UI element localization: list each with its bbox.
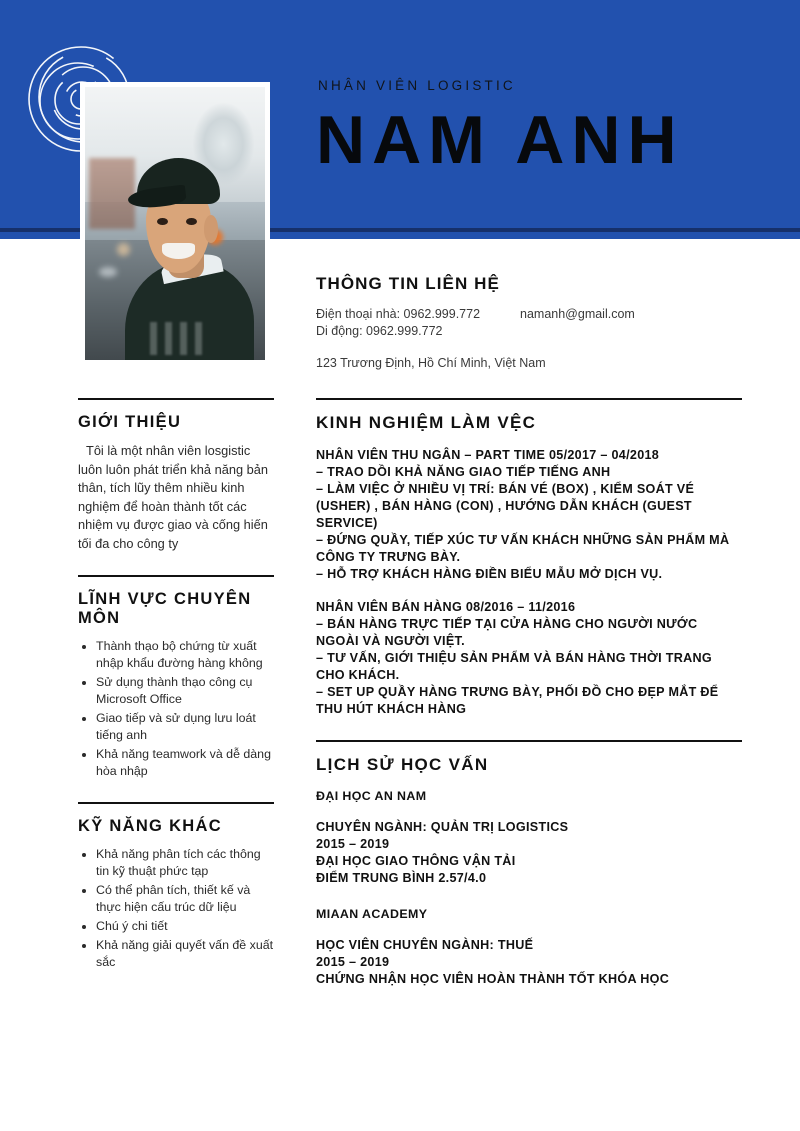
photo-ear bbox=[204, 215, 218, 242]
photo-eye bbox=[186, 218, 197, 225]
contact-email[interactable]: namanh@gmail.com bbox=[520, 307, 635, 321]
right-column bbox=[316, 398, 742, 1010]
experience-entry bbox=[316, 447, 742, 583]
section-divider bbox=[78, 575, 274, 577]
education-detail: HỌC VIÊN CHUYÊN NGÀNH: THUẾ bbox=[316, 938, 534, 952]
profile-photo bbox=[85, 87, 265, 360]
section-divider bbox=[78, 398, 274, 400]
intro-heading: GIỚI THIỆU bbox=[78, 413, 182, 431]
list-item: • Sử dụng thành thạo công cụ Microsoft Office bbox=[96, 674, 274, 708]
photo-smile bbox=[162, 243, 194, 259]
list-item: • Chú ý chi tiết bbox=[96, 918, 274, 935]
experience-detail: – TƯ VẤN, GIỚI THIỆU SẢN PHẨM VÀ BÁN HÀNG THỜI TRANG CHO KHÁCH. bbox=[316, 651, 712, 682]
contact-phone-row bbox=[316, 306, 746, 323]
expertise-heading: LĨNH VỰC CHUYÊN MÔN bbox=[78, 590, 252, 627]
contact-address: 123 Trương Định, Hồ Chí Minh, Việt Nam bbox=[316, 356, 546, 370]
experience-job-title: NHÂN VIÊN THU NGÂN – PART TIME 05/2017 – 04/2018 bbox=[316, 448, 660, 462]
other-skills-heading: KỸ NĂNG KHÁC bbox=[78, 817, 222, 835]
contact-home-phone: Điện thoại nhà: 0962.999.772 bbox=[316, 307, 481, 321]
list-item: • Khả năng phân tích các thông tin kỹ thuật phức tạp bbox=[96, 846, 274, 880]
education-detail: 2015 – 2019 bbox=[316, 837, 390, 851]
photo-shirt-text bbox=[150, 322, 208, 355]
contact-heading: THÔNG TIN LIÊN HỆ bbox=[316, 274, 500, 293]
experience-detail: – LÀM VIỆC Ở NHIỀU VỊ TRÍ: BÁN VÉ (BOX) , KIỂM SOÁT VÉ (USHER) , BÁN HÀNG (CON) , HƯỚNG DẪN KHÁCH (GUEST SERVICE) bbox=[316, 482, 695, 530]
other-skills-list bbox=[78, 846, 274, 971]
intro-section bbox=[78, 398, 274, 553]
photo-building bbox=[89, 158, 136, 229]
profile-photo-frame bbox=[80, 82, 270, 365]
education-entry bbox=[316, 907, 742, 988]
left-column bbox=[78, 398, 274, 993]
list-item: • Giao tiếp và sử dụng lưu loát tiếng anh bbox=[96, 710, 274, 744]
contact-mobile-phone: Di động: 0962.999.772 bbox=[316, 324, 443, 338]
section-divider bbox=[316, 398, 742, 400]
experience-detail: – ĐỨNG QUẦY, TIẾP XÚC TƯ VẤN KHÁCH NHỮNG SẢN PHẨM MÀ CÔNG TY TRƯNG BÀY. bbox=[316, 533, 730, 564]
education-org: ĐẠI HỌC AN NAM bbox=[316, 789, 427, 803]
section-divider bbox=[78, 802, 274, 804]
experience-heading: KINH NGHIỆM LÀM VỆC bbox=[316, 413, 537, 432]
experience-detail: – TRAO DỒI KHẢ NĂNG GIAO TIẾP TIẾNG ANH bbox=[316, 465, 611, 479]
education-heading: LỊCH SỬ HỌC VẤN bbox=[316, 755, 489, 774]
header-name: NAM ANH bbox=[316, 102, 684, 178]
header-job-title: NHÂN VIÊN LOGISTIC bbox=[318, 78, 516, 93]
education-section bbox=[316, 740, 742, 988]
education-org: MIAAN ACADEMY bbox=[316, 907, 428, 921]
intro-body: Tôi là một nhân viên losgistic luôn luôn phát triển khả năng bản thân, tích lũy thêm nhiều kinh nghiệm để hoàn thành tốt các nhiệm vụ được giao và cống hiến tối đa cho công ty bbox=[78, 443, 268, 551]
experience-detail: – SET UP QUẦY HÀNG TRƯNG BÀY, PHỐI ĐỒ CHO ĐẸP MẮT ĐỂ THU HÚT KHÁCH HÀNG bbox=[316, 685, 719, 716]
experience-detail: – HỖ TRỢ KHÁCH HÀNG ĐIỀN BIỂU MẪU MỞ DỊCH VỤ. bbox=[316, 567, 663, 581]
list-item: • Khả năng giải quyết vấn đề xuất sắc bbox=[96, 937, 274, 971]
education-detail: CHUYÊN NGÀNH: QUẢN TRỊ LOGISTICS bbox=[316, 820, 569, 834]
experience-detail: – BÁN HÀNG TRỰC TIẾP TẠI CỬA HÀNG CHO NGƯỜI NƯỚC NGOÀI VÀ NGƯỜI VIỆT. bbox=[316, 617, 698, 648]
experience-entry bbox=[316, 599, 742, 718]
expertise-section bbox=[78, 575, 274, 780]
section-divider bbox=[316, 740, 742, 742]
experience-job-title: NHÂN VIÊN BÁN HÀNG 08/2016 – 11/2016 bbox=[316, 600, 576, 614]
education-detail: CHỨNG NHẬN HỌC VIÊN HOÀN THÀNH TỐT KHÓA HỌC bbox=[316, 972, 670, 986]
education-entry bbox=[316, 789, 742, 887]
photo-bokeh-light bbox=[117, 243, 130, 256]
photo-eye bbox=[157, 218, 168, 225]
other-skills-section bbox=[78, 802, 274, 971]
expertise-list bbox=[78, 638, 274, 780]
list-item: • Khả năng teamwork và dễ dàng hòa nhập bbox=[96, 746, 274, 780]
list-item: • Thành thạo bộ chứng từ xuất nhập khẩu đường hàng không bbox=[96, 638, 274, 672]
education-detail: 2015 – 2019 bbox=[316, 955, 390, 969]
education-detail: ĐIỂM TRUNG BÌNH 2.57/4.0 bbox=[316, 871, 487, 885]
list-item: • Có thể phân tích, thiết kế và thực hiện cấu trúc dữ liệu bbox=[96, 882, 274, 916]
experience-section bbox=[316, 398, 742, 718]
contact-section bbox=[316, 274, 746, 370]
education-detail: ĐẠI HỌC GIAO THÔNG VẬN TẢI bbox=[316, 854, 516, 868]
